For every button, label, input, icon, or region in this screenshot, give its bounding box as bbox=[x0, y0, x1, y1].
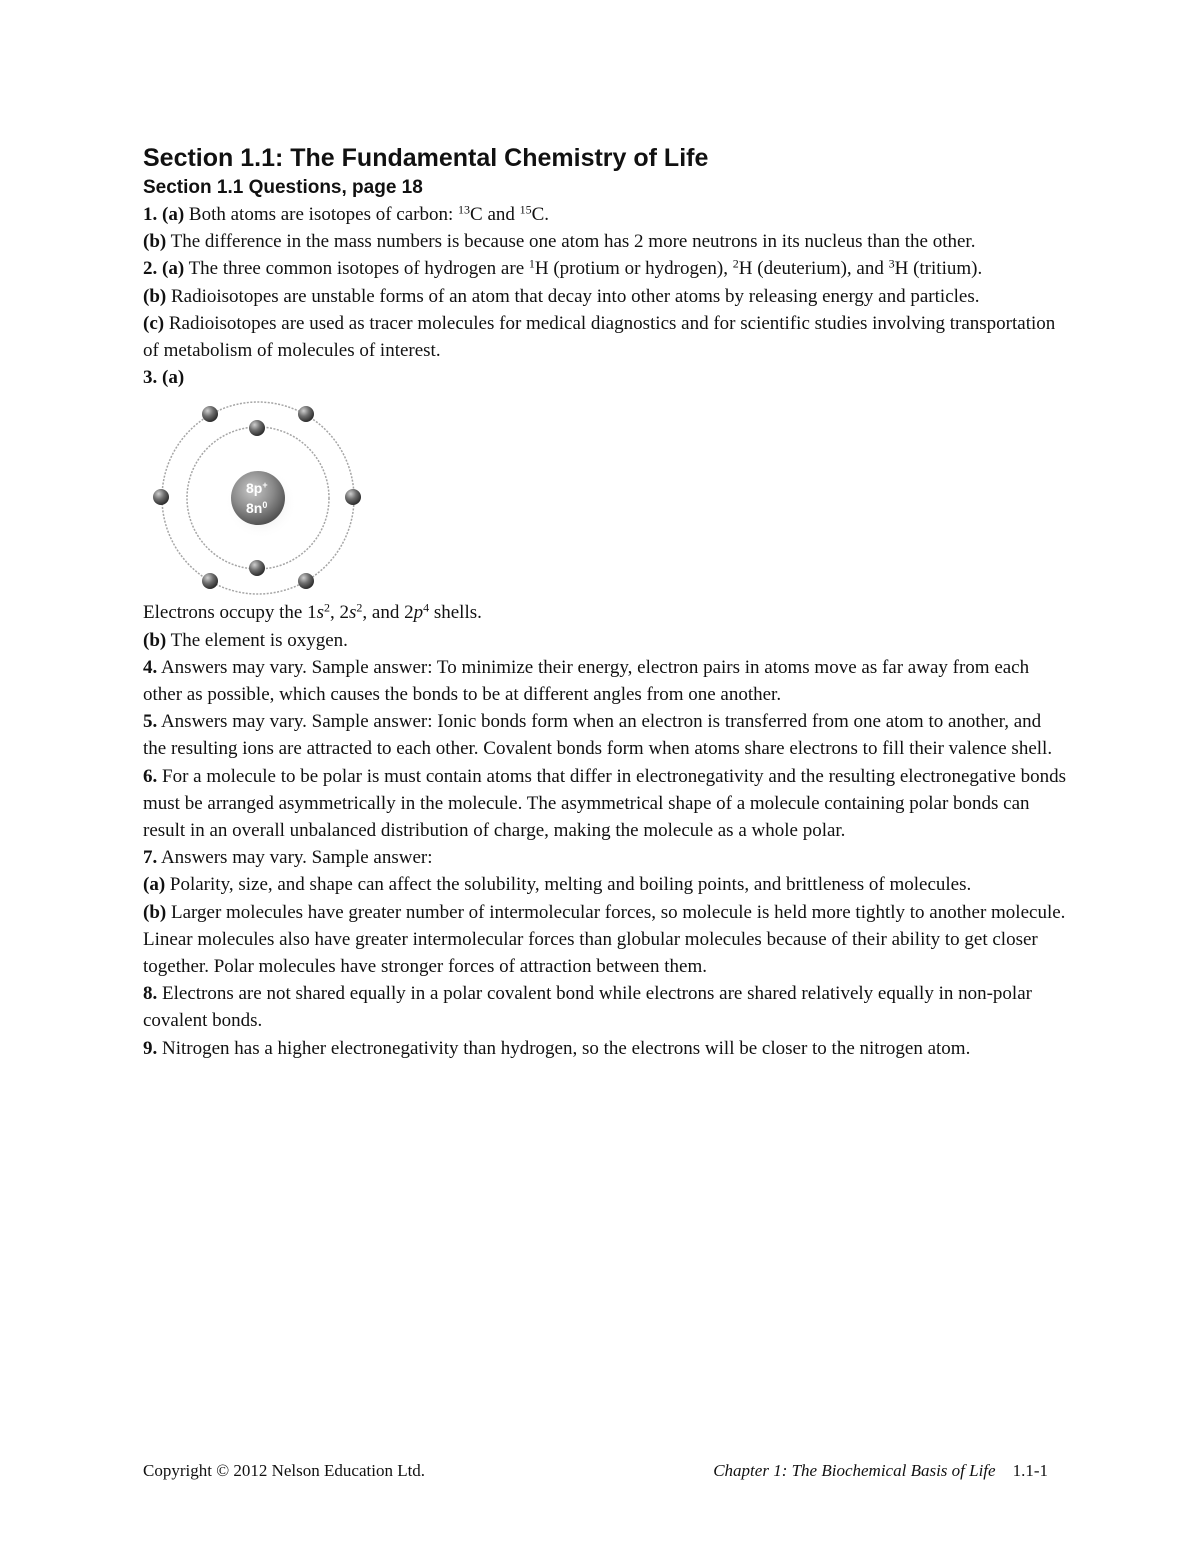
q5: 5. Answers may vary. Sample answer: Ionic bonds form when an electron is transferred from one atom to another, and the resulting ions are attracted to each other. Covalent bonds form when atoms share electrons to fill their valence shell. bbox=[143, 711, 1053, 760]
q7: 7. Answers may vary. Sample answer: bbox=[143, 847, 433, 869]
q2-c: (c) Radioisotopes are used as tracer molecules for medical diagnostics and for scientific studies involving transportation of metabolism of molecules of interest. bbox=[143, 312, 1056, 362]
electron-outer-2 bbox=[298, 406, 314, 422]
q6: 6. For a molecule to be polar is must contain atoms that differ in electronegativity and the resulting electronegative bonds must be arranged asymmetrically in the molecule. The asymmetrical shape of a molecule containing polar bonds can result in an overall unbalanced distribution of charge, making the molecule as a whole polar. bbox=[143, 765, 1067, 842]
page-title: Section 1.1: The Fundamental Chemistry of Life bbox=[143, 144, 709, 172]
q9: 9. Nitrogen has a higher electronegativity than hydrogen, so the electrons will be closer to the nitrogen atom. bbox=[143, 1037, 971, 1059]
page-content bbox=[143, 143, 1068, 1062]
q2-a: 2. (a) The three common isotopes of hydrogen are $^1$H (protium or hydrogen), $^2$H (deuterium), and $^3$H (tritium). bbox=[143, 256, 983, 280]
q1-b: (b) The difference in the mass numbers is because one atom has 2 more neutrons in its nucleus than the other. bbox=[143, 231, 976, 253]
q3-shells: Electrons occupy the $1s^2$, $2s^2$, and $2p^4$ shells. bbox=[143, 600, 482, 624]
footer-chapter-page bbox=[713, 1461, 1048, 1481]
q3-b: (b) The element is oxygen. bbox=[143, 629, 348, 651]
q4: 4. Answers may vary. Sample answer: To minimize their energy, electron pairs in atoms move as far away from each other as possible, which causes the bonds to be at different angles from one another. bbox=[143, 656, 1030, 706]
nucleus-protons-label: 8p+ bbox=[246, 480, 268, 497]
q1-a: 1. (a) Both atoms are isotopes of carbon: $^{13}$C and $^{15}$C. bbox=[143, 202, 550, 225]
copyright-text: Copyright © 2012 Nelson Education Ltd. bbox=[143, 1461, 426, 1480]
page-footer bbox=[143, 1461, 1048, 1485]
page-number: 1.1-1 bbox=[1012, 1461, 1048, 1480]
nucleus-neutrons-label: $8n^0$ bbox=[246, 500, 268, 517]
q7-b: (b) Larger molecules have greater number of intermolecular forces, so molecule is held more tightly to another molecule. Linear molecules also have greater intermolecular forces than globular molecules because of their ability to get closer together. Polar molecules have stronger forces of attraction between them. bbox=[143, 901, 1066, 978]
q8: 8. Electrons are not shared equally in a polar covalent bond while electrons are shared relatively equally in non-polar covalent bonds. bbox=[143, 983, 1032, 1032]
oxygen-atom-diagram bbox=[143, 397, 373, 597]
q2-b: (b) Radioisotopes are unstable forms of an atom that decay into other atoms by releasing energy and particles. bbox=[143, 285, 980, 307]
q7-a: (a) Polarity, size, and shape can affect the solubility, melting and boiling points, and brittleness of molecules. bbox=[143, 874, 972, 896]
chapter-title: Chapter 1: The Biochemical Basis of Life bbox=[713, 1461, 996, 1480]
electron-outer-5 bbox=[202, 573, 218, 589]
electron-inner-bottom bbox=[249, 560, 265, 576]
electron-outer-3 bbox=[153, 489, 169, 505]
electron-inner-top bbox=[249, 420, 265, 436]
q3-a: 3. (a) bbox=[143, 367, 185, 389]
electron-outer-1 bbox=[202, 406, 218, 422]
section-subtitle: Section 1.1 Questions, page 18 bbox=[143, 177, 423, 198]
electron-outer-4 bbox=[345, 489, 361, 505]
electron-outer-6 bbox=[298, 573, 314, 589]
